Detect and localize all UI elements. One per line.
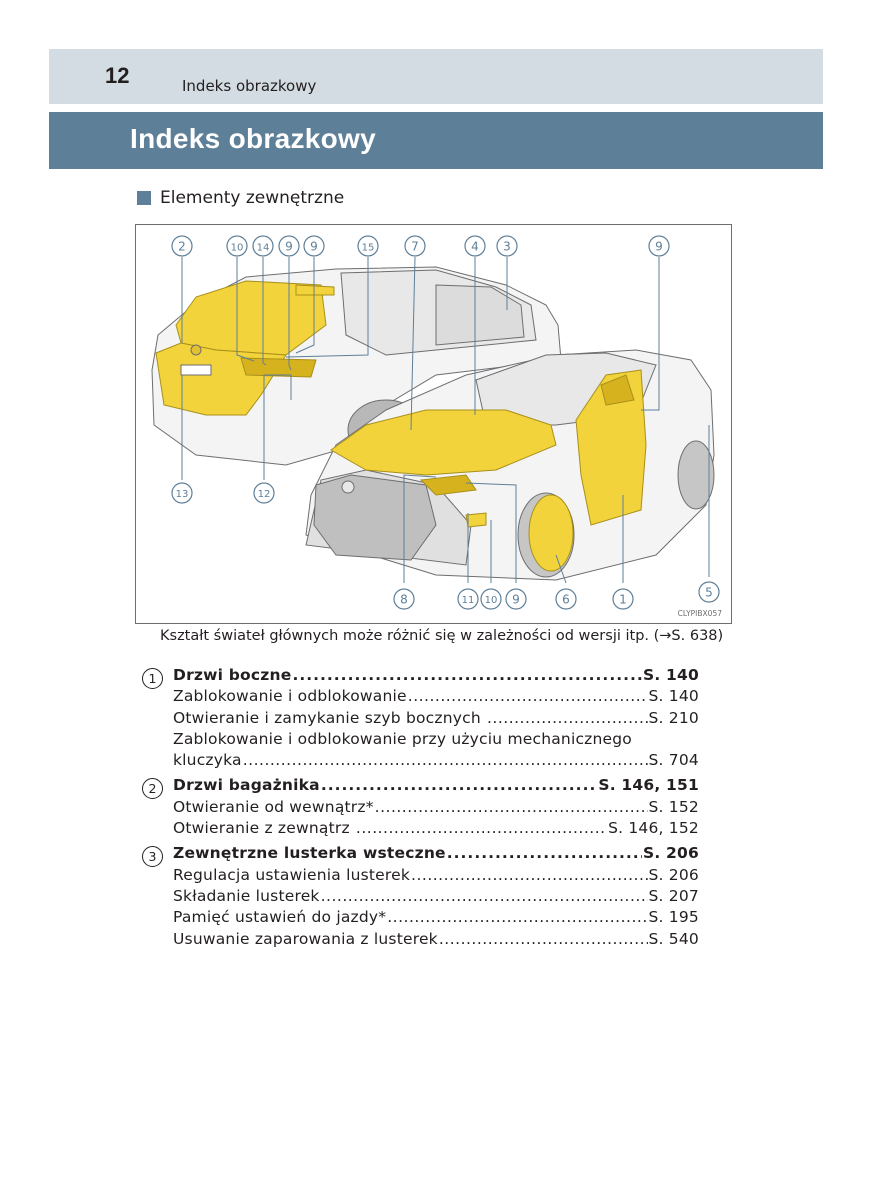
entry-1	[142, 666, 702, 772]
callout-10b	[481, 589, 501, 609]
svg-text:4: 4	[471, 239, 479, 254]
entry-number: 1	[142, 668, 163, 689]
entry-label: Zablokowanie i odblokowanie	[173, 687, 407, 706]
svg-text:3: 3	[503, 239, 511, 254]
entry-sub-line[interactable]	[173, 866, 699, 887]
svg-text:15: 15	[361, 242, 375, 254]
section-title: Elementy zewnętrzne	[160, 188, 345, 208]
page-ref: S. 152	[648, 797, 699, 816]
entry-number: 3	[142, 846, 163, 867]
rear-emblem-icon	[191, 345, 201, 355]
page-ref: S. 195	[648, 908, 699, 927]
entry-label: Zablokowanie i odblokowanie przy użyciu mechanicznego	[173, 729, 632, 748]
svg-text:10: 10	[230, 242, 244, 254]
callout-4	[465, 236, 485, 256]
svg-text:13: 13	[175, 489, 189, 500]
exterior-figure	[135, 224, 732, 624]
callout-12	[254, 483, 274, 503]
entry-sub-line[interactable]	[173, 819, 699, 840]
entry-number: 2	[142, 778, 163, 799]
page-ref: S. 140	[642, 666, 699, 684]
svg-text:7: 7	[411, 239, 419, 254]
svg-text:9: 9	[512, 592, 520, 607]
entry-main-line[interactable]	[173, 776, 699, 797]
page-ref: S. 210	[648, 708, 699, 727]
svg-text:8: 8	[400, 592, 408, 607]
page-ref: S. 207	[648, 886, 699, 905]
svg-text:1: 1	[619, 592, 627, 607]
callout-9a	[279, 236, 299, 256]
callout-6	[556, 589, 576, 609]
callout-11	[458, 589, 478, 609]
page-number: 12	[105, 63, 130, 88]
page-ref: S. 704	[648, 751, 699, 770]
svg-text:14: 14	[256, 242, 270, 254]
title-banner	[49, 112, 823, 169]
page-ref: S. 540	[648, 929, 699, 948]
page-ref: S. 206	[642, 844, 699, 863]
entry-label: Drzwi boczne	[173, 666, 292, 684]
entry-sub-line[interactable]	[173, 687, 699, 708]
rear-plate-icon	[181, 365, 211, 375]
callout-8	[394, 589, 414, 609]
running-title: Indeks obrazkowy	[182, 77, 317, 95]
car-illustration	[136, 225, 732, 624]
callout-7	[405, 236, 425, 256]
svg-text:10: 10	[484, 595, 498, 606]
entry-sub-line[interactable]	[173, 887, 699, 908]
entry-label: Otwieranie i zamykanie szyb bocznych	[173, 708, 486, 727]
callout-2	[172, 236, 192, 256]
svg-text:9: 9	[655, 239, 663, 254]
entry-sub-line[interactable]	[173, 908, 699, 929]
entry-main-line[interactable]	[173, 844, 699, 865]
callout-15	[358, 236, 378, 256]
svg-text:9: 9	[285, 239, 293, 254]
callout-13	[172, 483, 192, 503]
callout-14	[253, 236, 273, 256]
running-header	[49, 49, 823, 104]
svg-text:9: 9	[310, 239, 318, 254]
section-square-icon	[137, 191, 151, 205]
svg-text:11: 11	[461, 595, 475, 606]
image-code: CLYPIBX057	[677, 609, 722, 618]
entry-label: Pamięć ustawień do jazdy*	[173, 908, 387, 927]
entry-2	[142, 776, 702, 840]
svg-text:12: 12	[257, 489, 271, 500]
callout-9b	[304, 236, 324, 256]
entry-label: Otwieranie z zewnątrz	[173, 819, 355, 838]
entry-label: Składanie lusterek	[173, 886, 320, 905]
svg-text:6: 6	[562, 592, 570, 607]
page-ref: S. 140	[648, 687, 699, 706]
callout-9c	[649, 236, 669, 256]
front-grille	[314, 475, 436, 560]
entry-label: Regulacja ustawienia lusterek	[173, 865, 411, 884]
svg-text:5: 5	[705, 585, 713, 600]
entry-label: Otwieranie od wewnątrz*	[173, 797, 374, 816]
entry-3	[142, 844, 702, 950]
page-ref: S. 206	[648, 865, 699, 884]
callout-10	[227, 236, 247, 256]
page-ref: S. 146, 152	[608, 819, 699, 838]
entry-sub-line-cont[interactable]	[173, 751, 699, 772]
callout-1	[613, 589, 633, 609]
index-entries	[142, 666, 702, 955]
page-title: Indeks obrazkowy	[130, 123, 376, 154]
callout-9d	[506, 589, 526, 609]
callout-5	[699, 582, 719, 602]
entry-label: kluczyka	[173, 751, 242, 770]
entry-label: Usuwanie zaparowania z lusterek	[173, 929, 438, 948]
entry-sub-line[interactable]	[173, 798, 699, 819]
entry-sub-line[interactable]	[173, 709, 699, 730]
entry-sub-line[interactable]	[173, 930, 699, 951]
callout-3	[497, 236, 517, 256]
entry-label: Drzwi bagażnika	[173, 776, 320, 795]
entry-label: Zewnętrzne lusterka wsteczne	[173, 844, 446, 863]
svg-text:2: 2	[178, 239, 186, 254]
entry-sub-line-first[interactable]	[173, 730, 699, 751]
section-heading	[137, 186, 344, 210]
front-emblem-icon	[342, 481, 354, 493]
page-ref: S. 146, 151	[598, 776, 699, 795]
entry-main-line[interactable]	[173, 666, 699, 687]
figure-caption: Kształt świateł głównych może różnić się w zależności od wersji itp. (→S. 638)	[160, 628, 724, 644]
